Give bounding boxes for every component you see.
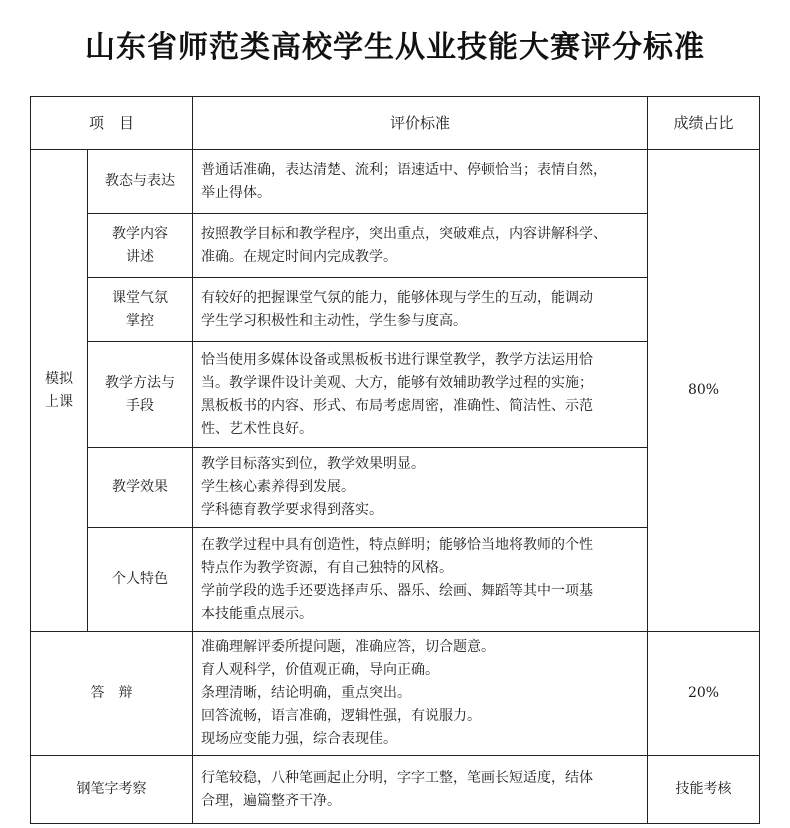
item-name: 教学效果 xyxy=(88,448,193,528)
weight-mock-lesson: 80% xyxy=(648,150,760,632)
section-name-defense: 答 辩 xyxy=(31,632,193,756)
item-name: 个人特色 xyxy=(88,528,193,632)
section-name-handwriting: 钢笔字考察 xyxy=(31,756,193,824)
header-weight: 成绩占比 xyxy=(648,97,760,150)
item-name: 教态与表达 xyxy=(88,150,193,214)
table-row xyxy=(31,756,760,824)
criteria-cell: 有较好的把握课堂气氛的能力，能够体现与学生的互动，能调动 学生学习积极性和主动性，学生参与度高。 xyxy=(193,278,648,342)
scoring-table xyxy=(30,96,760,824)
criteria-cell: 行笔较稳，八种笔画起止分明，字字工整，笔画长短适度，结体 合理，遍篇整齐干净。 xyxy=(193,756,648,824)
criteria-cell: 按照教学目标和教学程序，突出重点，突破难点，内容讲解科学、 准确。在规定时间内完成教学。 xyxy=(193,214,648,278)
item-name: 教学方法与 手段 xyxy=(88,342,193,448)
weight-defense: 20% xyxy=(648,632,760,756)
item-name: 课堂气氛 掌控 xyxy=(88,278,193,342)
weight-handwriting: 技能考核 xyxy=(648,756,760,824)
table-row xyxy=(31,632,760,756)
section-name-mock-lesson: 模拟 上课 xyxy=(31,150,88,632)
page-title: 山东省师范类高校学生从业技能大赛评分标准 xyxy=(85,30,705,65)
criteria-cell: 恰当使用多媒体设备或黑板板书进行课堂教学，教学方法运用恰 当。教学课件设计美观、大方，能够有效辅助教学过程的实施； 黑板板书的内容、形式、布局考虑周密，准确性、简洁性、示范 性、艺术性良好。 xyxy=(193,342,648,448)
header-criteria: 评价标准 xyxy=(193,97,648,150)
criteria-cell: 在教学过程中具有创造性，特点鲜明；能够恰当地将教师的个性 特点作为教学资源，有自己独特的风格。 学前学段的选手还要选择声乐、器乐、绘画、舞蹈等其中一项基 本技能重点展示。 xyxy=(193,528,648,632)
criteria-cell: 教学目标落实到位，教学效果明显。 学生核心素养得到发展。 学科德育教学要求得到落实。 xyxy=(193,448,648,528)
item-name: 教学内容 讲述 xyxy=(88,214,193,278)
table-header-row xyxy=(31,97,760,150)
header-project: 项 目 xyxy=(31,97,193,150)
criteria-cell: 准确理解评委所提问题，准确应答，切合题意。 育人观科学，价值观正确，导向正确。 条理清晰，结论明确，重点突出。 回答流畅，语言准确，逻辑性强，有说服力。 现场应变能力强，综合表现佳。 xyxy=(193,632,648,756)
table-row xyxy=(31,150,760,214)
criteria-cell: 普通话准确，表达清楚、流利；语速适中、停顿恰当；表情自然， 举止得体。 xyxy=(193,150,648,214)
